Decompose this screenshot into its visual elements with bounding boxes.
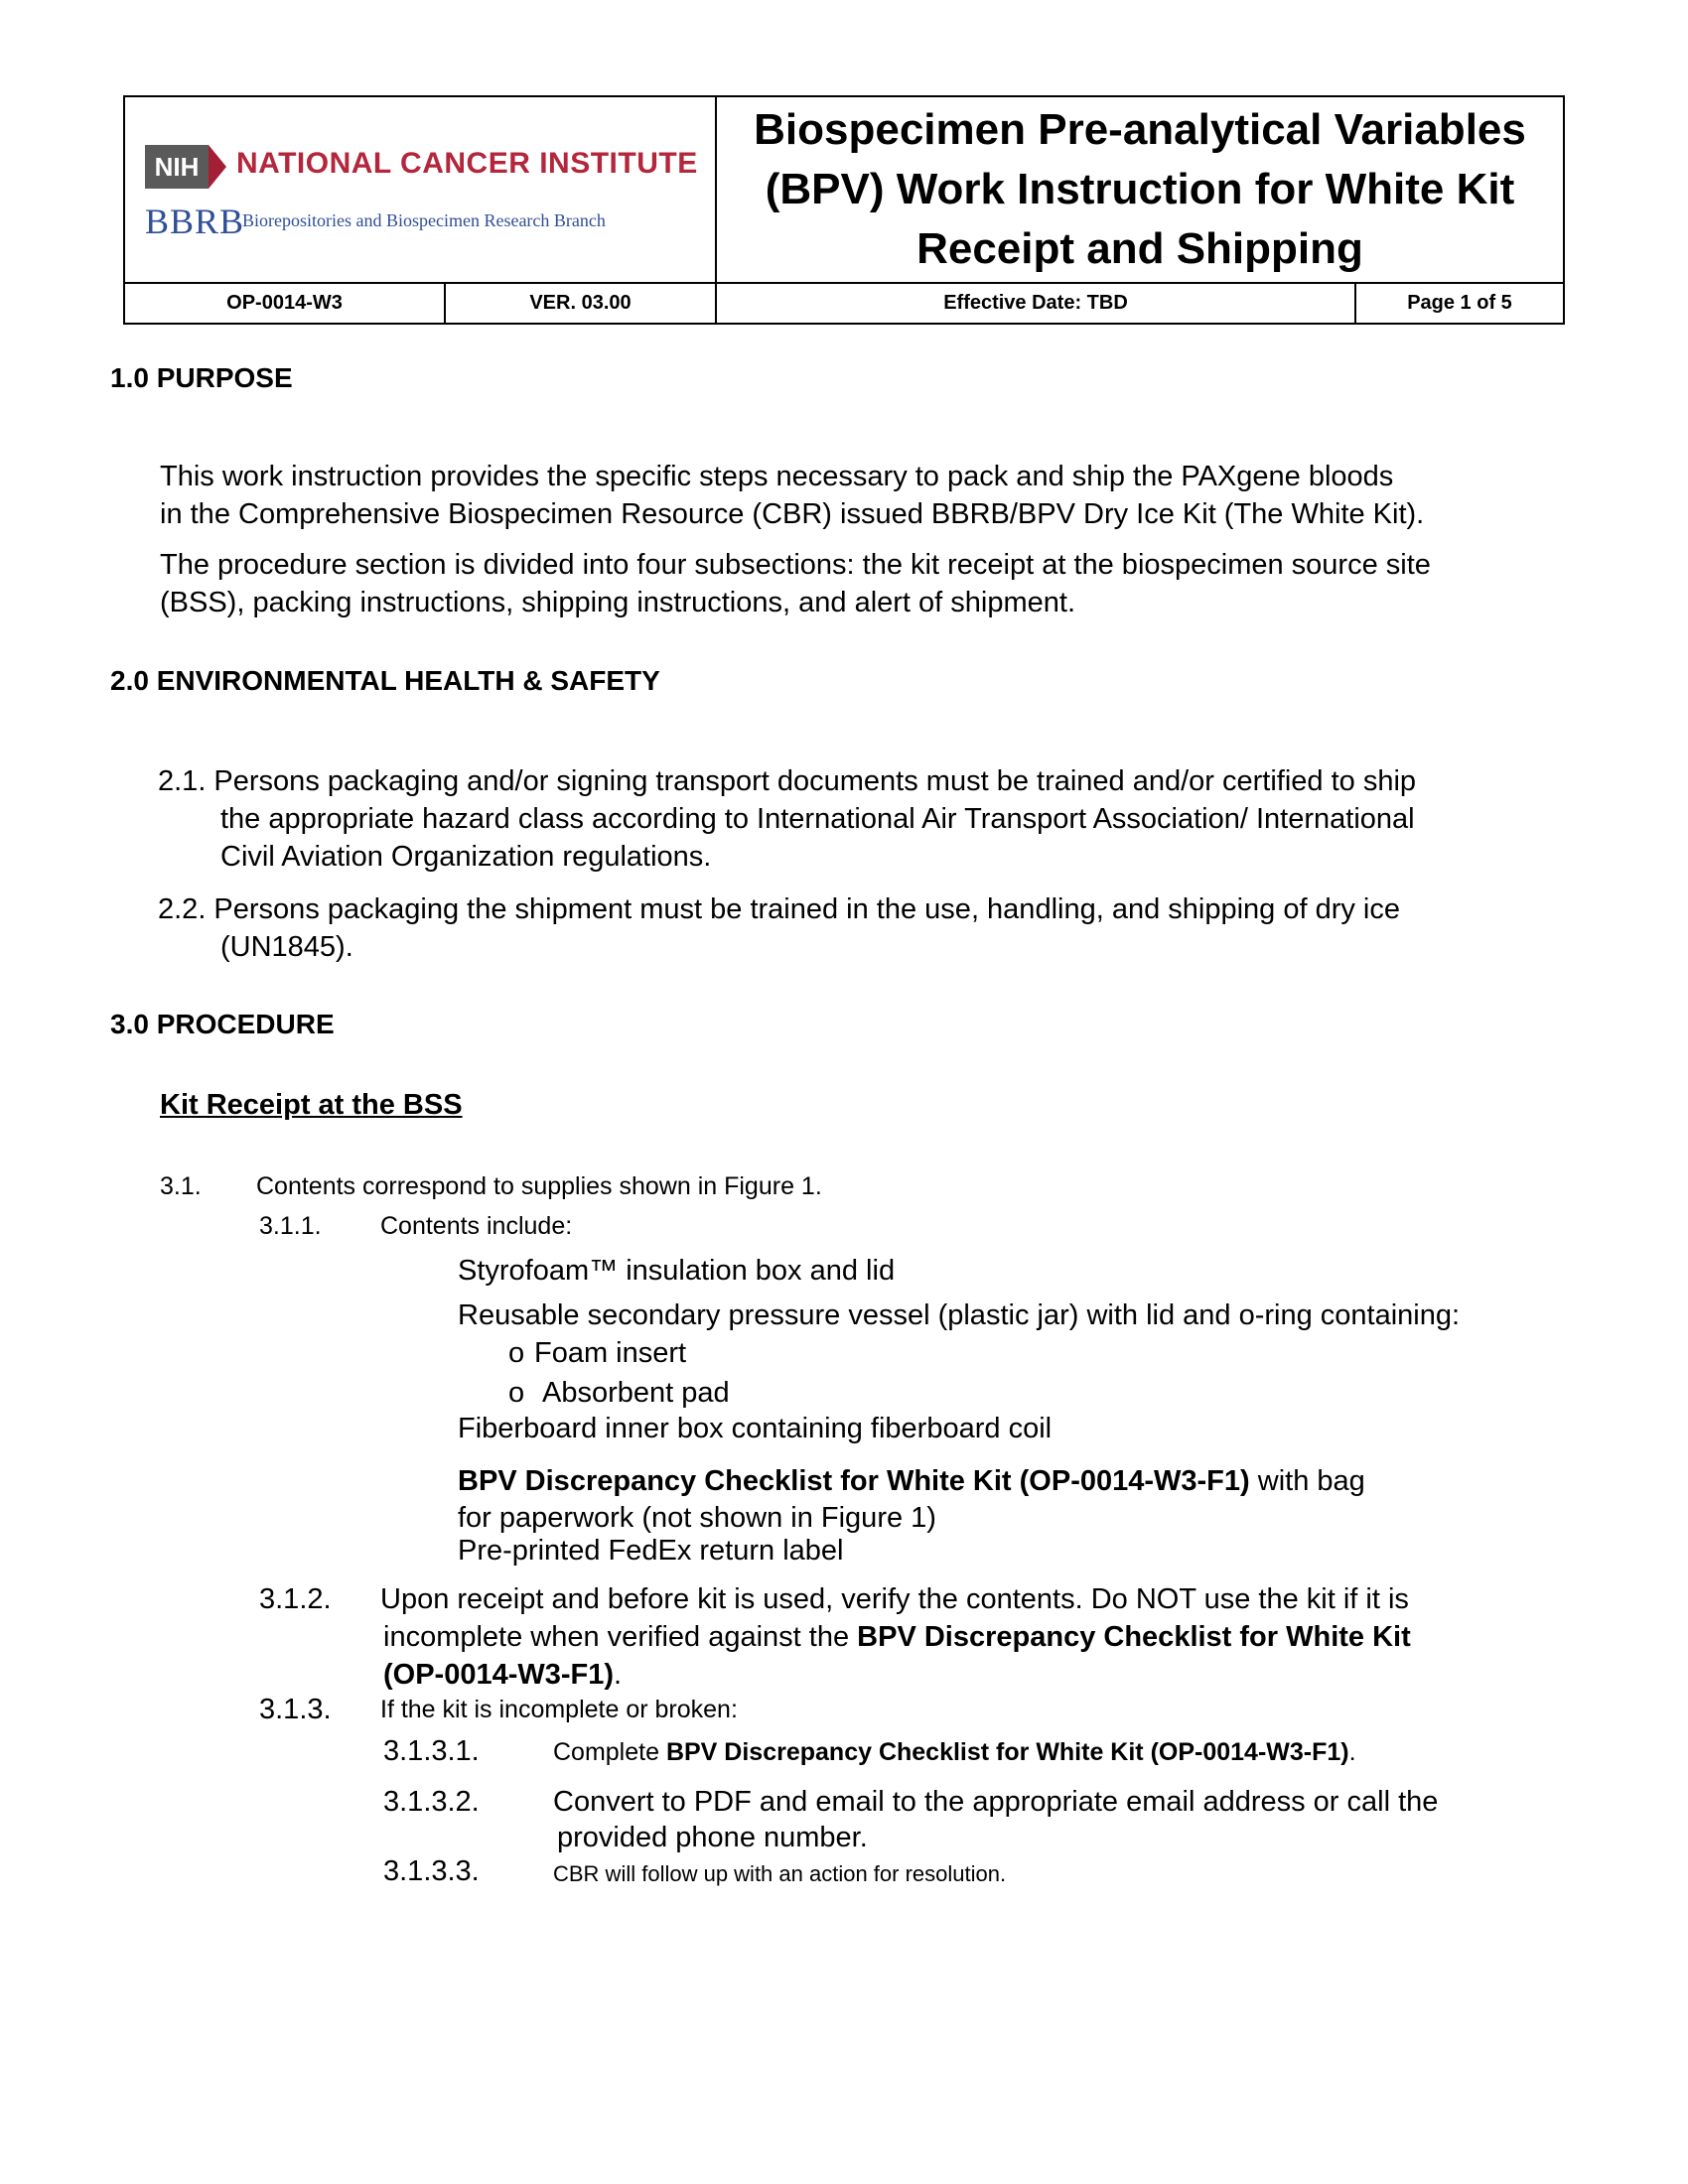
step-3-1-1-number: 3.1.1. xyxy=(259,1212,322,1240)
sub-bullet-icon: o xyxy=(508,1377,525,1409)
procedure-heading: 3.0 PROCEDURE xyxy=(110,1009,335,1039)
step-3-1-3-number: 3.1.3. xyxy=(259,1694,332,1725)
step-3-1-text: Contents correspond to supplies shown in Figure 1. xyxy=(256,1172,822,1200)
content-item-styrofoam-box: Styrofoam™ insulation box and lid xyxy=(458,1255,896,1287)
nci-logo-text: NATIONAL CANCER INSTITUTE xyxy=(236,147,698,180)
step-3-1-3-1-number: 3.1.3.1. xyxy=(383,1735,480,1767)
bbrb-logo: BBRB xyxy=(145,202,245,241)
purpose-para1-line1: This work instruction provides the specific steps necessary to pack and ship the PAXgene bloods xyxy=(160,461,1394,492)
purpose-para2-line1: The procedure section is divided into four subsections: the kit receipt at the biospecimen source site xyxy=(160,549,1431,581)
effective-date: Effective Date: TBD xyxy=(717,284,1356,323)
content-item-discrepancy-checklist: BPV Discrepancy Checklist for White Kit (OP-0014-W3-F1) with bag xyxy=(458,1465,1365,1497)
safety-item1-line1: 2.1. Persons packaging and/or signing transport documents must be trained and/or certified to ship xyxy=(158,765,1417,797)
safety-item2-line1: 2.2. Persons packaging the shipment must be trained in the use, handling, and shipping of dry ice xyxy=(158,893,1401,925)
content-subitem-foam-insert: Foam insert xyxy=(534,1337,687,1369)
safety-item1-line2: the appropriate hazard class according to International Air Transport Association/ International xyxy=(220,803,1415,835)
page-number: Page 1 of 5 xyxy=(1407,292,1512,314)
bbrb-logo-subtitle: Biorepositories and Biospecimen Research Branch xyxy=(242,210,606,230)
step-3-1-2-line3: (OP-0014-W3-F1). xyxy=(383,1659,623,1691)
step-3-1-3-text: If the kit is incomplete or broken: xyxy=(380,1696,738,1723)
nih-chevron-icon xyxy=(209,145,226,189)
purpose-heading: 1.0 PURPOSE xyxy=(110,362,293,393)
document-title: Biospecimen Pre-analytical Variables (BPV) Work Instruction for White Kit Receipt and Shipping xyxy=(754,105,1526,273)
purpose-para2-line2: (BSS), packing instructions, shipping instructions, and alert of shipment. xyxy=(160,587,1076,618)
step-3-1-3-3-text: CBR will follow up with an action for resolution. xyxy=(553,1861,1007,1886)
step-3-1-2-line1: Upon receipt and before kit is used, verify the contents. Do NOT use the kit if it is xyxy=(380,1583,1409,1615)
content-item-pressure-vessel: Reusable secondary pressure vessel (plastic jar) with lid and o-ring containing: xyxy=(458,1299,1461,1331)
nih-logo: NIH xyxy=(145,145,209,189)
sub-bullet-icon: o xyxy=(508,1337,525,1369)
checklist-reference: BPV Discrepancy Checklist for White Kit (OP-0014-W3-F1) xyxy=(458,1465,1250,1497)
document-header xyxy=(123,95,1565,325)
step-3-1-1-text: Contents include: xyxy=(380,1212,573,1240)
header-meta-row xyxy=(125,282,1563,323)
title-cell xyxy=(717,97,1563,282)
kit-receipt-subheading: Kit Receipt at the BSS xyxy=(160,1089,463,1121)
step-3-1-3-3-number: 3.1.3.3. xyxy=(383,1855,480,1887)
step-3-1-number: 3.1. xyxy=(160,1172,202,1200)
purpose-para1-line2: in the Comprehensive Biospecimen Resource (CBR) issued BBRB/BPV Dry Ice Kit (The White Kit). xyxy=(160,498,1425,530)
document-version: VER. 03.00 xyxy=(446,284,717,323)
step-3-1-2-number: 3.1.2. xyxy=(259,1583,332,1615)
step-3-1-3-1-text: Complete BPV Discrepancy Checklist for White Kit (OP-0014-W3-F1). xyxy=(553,1738,1356,1766)
safety-item2-line2: (UN1845). xyxy=(220,931,353,963)
content-item-fiberboard-box: Fiberboard inner box containing fiberboard coil xyxy=(458,1413,1053,1444)
content-item-fedex-label: Pre-printed FedEx return label xyxy=(458,1535,844,1567)
step-3-1-2-line2: incomplete when verified against the BPV Discrepancy Checklist for White Kit xyxy=(383,1621,1411,1653)
logo-cell xyxy=(125,97,717,282)
document-id: OP-0014-W3 xyxy=(125,284,446,323)
step-3-1-3-2-line1: Convert to PDF and email to the appropriate email address or call the xyxy=(553,1786,1439,1818)
safety-heading: 2.0 ENVIRONMENTAL HEALTH & SAFETY xyxy=(110,665,660,696)
content-item-discrepancy-checklist-line2: for paperwork (not shown in Figure 1) xyxy=(458,1502,936,1534)
step-3-1-3-2-number: 3.1.3.2. xyxy=(383,1786,480,1818)
content-subitem-absorbent-pad: Absorbent pad xyxy=(542,1377,730,1409)
safety-item1-line3: Civil Aviation Organization regulations. xyxy=(220,841,712,873)
step-3-1-3-2-line2: provided phone number. xyxy=(557,1822,868,1853)
